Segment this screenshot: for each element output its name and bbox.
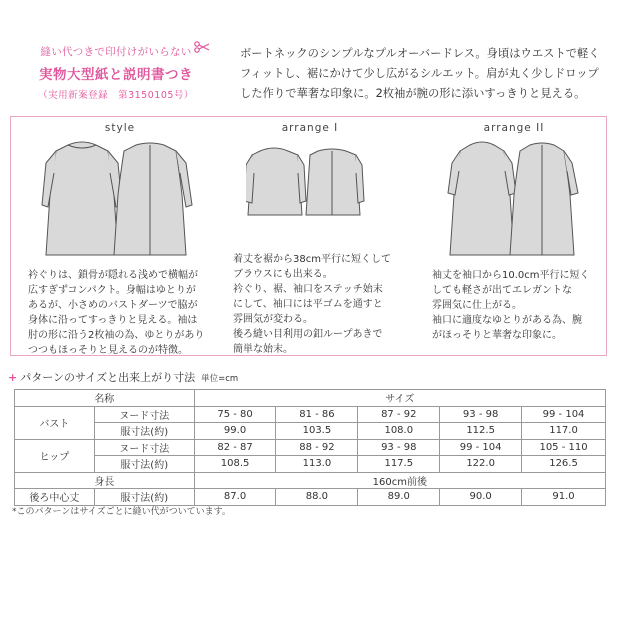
table-cell: 89.0 bbox=[358, 489, 440, 506]
name-header: 名称 bbox=[15, 390, 195, 407]
back-length-label: 後ろ中心丈 bbox=[15, 489, 95, 506]
desc-line: しても軽さが出てエレガントな bbox=[432, 285, 572, 296]
footnote: *このパターンはサイズごとに縫い代がついています。 bbox=[12, 507, 231, 517]
style-title: style bbox=[104, 122, 136, 134]
desc-line: ブラウスにも出来る。 bbox=[233, 269, 333, 280]
table-cell: 117.0 bbox=[522, 423, 606, 440]
height-label: 身長 bbox=[15, 472, 195, 489]
desc-line: 袖口に適度なゆとりがある為、腕 bbox=[432, 315, 582, 326]
height-value: 160cm前後 bbox=[194, 472, 605, 489]
promo-line-3: （実用新案登録 第3150105号） bbox=[38, 90, 194, 101]
size-section-title-text: パターンのサイズと出来上がり寸法 bbox=[20, 371, 196, 384]
table-cell: 88 - 92 bbox=[276, 439, 358, 456]
desc-line: あるが、小さめのバストダーツで脇が bbox=[28, 300, 198, 311]
table-cell: 81 - 86 bbox=[276, 406, 358, 423]
arrange-2-title: arrange II bbox=[483, 122, 545, 134]
table-cell: 90.0 bbox=[440, 489, 522, 506]
size-table bbox=[14, 389, 606, 506]
desc-line: 広すぎずコンパクト。身幅はゆとりが bbox=[28, 285, 196, 296]
nude-label: ヌード寸法 bbox=[94, 406, 194, 423]
intro-text bbox=[240, 44, 610, 104]
table-cell: 108.0 bbox=[358, 423, 440, 440]
desc-line: にして、袖口には平ゴムを通すと bbox=[233, 299, 383, 310]
promo-line-2: 実物大型紙と説明書つき bbox=[39, 67, 193, 83]
desc-line: 袖丈を袖口から10.0cm平行に短く bbox=[432, 270, 590, 281]
style-description bbox=[28, 268, 228, 358]
table-cell: 75 - 80 bbox=[194, 406, 276, 423]
table-cell: 93 - 98 bbox=[440, 406, 522, 423]
table-cell: 103.5 bbox=[276, 423, 358, 440]
table-row bbox=[15, 472, 606, 489]
desc-line: がほっそりと華奢な印象に。 bbox=[432, 330, 562, 341]
garment-label: 服寸法(約) bbox=[94, 423, 194, 440]
arrange-2-description bbox=[432, 268, 606, 343]
promo-block bbox=[16, 44, 216, 101]
table-cell: 87 - 92 bbox=[358, 406, 440, 423]
desc-line: 雰囲気が変わる。 bbox=[233, 314, 313, 325]
table-row bbox=[15, 439, 606, 456]
table-row bbox=[15, 406, 606, 423]
hip-label: ヒップ bbox=[15, 439, 95, 472]
arrange-1-description bbox=[233, 252, 423, 357]
table-cell: 117.5 bbox=[358, 456, 440, 473]
desc-line: 衿ぐりは、鎖骨が隠れる浅めで横幅が bbox=[28, 270, 198, 281]
table-row bbox=[15, 456, 606, 473]
table-cell: 108.5 bbox=[194, 456, 276, 473]
table-cell: 82 - 87 bbox=[194, 439, 276, 456]
table-row bbox=[15, 390, 606, 407]
desc-line: 着丈を裾から38cm平行に短くして bbox=[233, 254, 391, 265]
table-row bbox=[15, 489, 606, 506]
intro-line: した作りで華奢な印象に。2枚袖が腕の形に添いすっきりと見える。 bbox=[240, 87, 586, 100]
style-dress-illustration bbox=[40, 137, 200, 259]
intro-line: フィットし、裾にかけて少し広がるシルエット。肩が丸く少しドロップ bbox=[240, 67, 599, 80]
desc-line: 身体に沿ってすっきりと見える。袖は bbox=[28, 315, 198, 326]
table-row bbox=[15, 423, 606, 440]
table-cell: 122.0 bbox=[440, 456, 522, 473]
intro-line: ボートネックのシンプルなプルオーバードレス。身頃はウエストで軽く bbox=[240, 47, 600, 60]
unit-label: 単位=cm bbox=[201, 374, 239, 384]
table-cell: 112.5 bbox=[440, 423, 522, 440]
arrange-2-dress-illustration bbox=[446, 137, 586, 259]
table-cell: 99 - 104 bbox=[522, 406, 606, 423]
table-cell: 91.0 bbox=[522, 489, 606, 506]
size-header: サイズ bbox=[194, 390, 605, 407]
nude-label: ヌード寸法 bbox=[94, 439, 194, 456]
table-cell: 99.0 bbox=[194, 423, 276, 440]
garment-label: 服寸法(約) bbox=[94, 489, 194, 506]
arrange-1-blouse-illustration bbox=[246, 143, 366, 223]
desc-line: 雰囲気に仕上がる。 bbox=[432, 300, 522, 311]
promo-line-1: 縫い代つきで印付けがいらない bbox=[40, 46, 192, 58]
table-cell: 113.0 bbox=[276, 456, 358, 473]
scissors-icon bbox=[194, 40, 210, 54]
table-cell: 93 - 98 bbox=[358, 439, 440, 456]
table-cell: 126.5 bbox=[522, 456, 606, 473]
plus-icon: + bbox=[8, 371, 18, 384]
desc-line: つつもほっそりと見えるのが特徴。 bbox=[28, 345, 188, 356]
desc-line: 肘の形に沿う2枚袖の為、ゆとりがあり bbox=[28, 330, 205, 341]
garment-label: 服寸法(約) bbox=[94, 456, 194, 473]
table-cell: 87.0 bbox=[194, 489, 276, 506]
table-cell: 99 - 104 bbox=[440, 439, 522, 456]
size-section-title bbox=[8, 369, 238, 385]
bust-label: バスト bbox=[15, 406, 95, 439]
desc-line: 後ろ縫い目利用の釦ループあきで bbox=[233, 329, 383, 340]
table-cell: 105 - 110 bbox=[522, 439, 606, 456]
desc-line: 簡単な始末。 bbox=[233, 344, 293, 355]
desc-line: 衿ぐり、裾、袖口をステッチ始末 bbox=[233, 284, 383, 295]
arrange-1-title: arrange I bbox=[281, 122, 339, 134]
table-cell: 88.0 bbox=[276, 489, 358, 506]
